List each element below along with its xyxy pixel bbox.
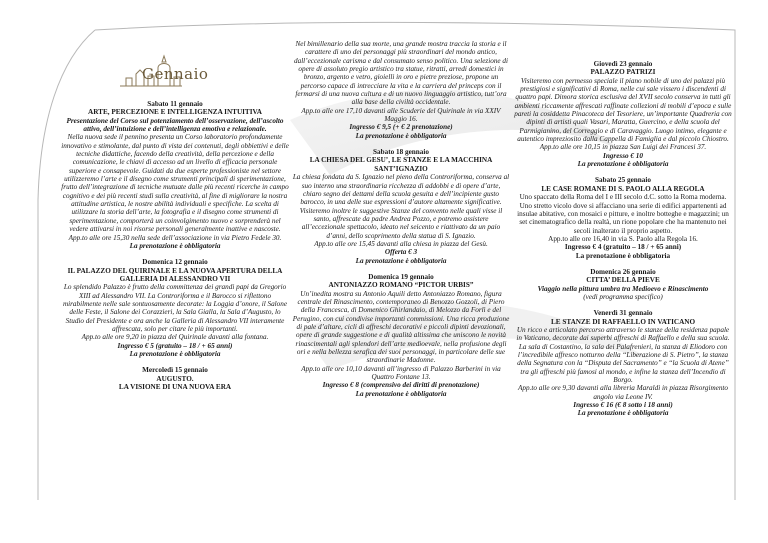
event-text: App.to alle ore 15,45 davanti alla chiesa in piazza del Gesù. xyxy=(314,239,488,248)
event-text: App.to alle ore 16,40 in via S. Paolo alla Regola 16. xyxy=(548,234,698,243)
event-text: La prenotazione è obbligatoria xyxy=(577,409,669,418)
column-center xyxy=(292,40,510,398)
event-text: Viaggio nella pittura umbra tra Medioevo e Rinascimento xyxy=(537,284,709,293)
event-heading: LE CASE ROMANE DI S. PAOLO ALLA REGOLA xyxy=(541,184,705,193)
event-text: La prenotazione è obbligatoria xyxy=(129,349,221,358)
event-heading: Mercoledì 15 gennaio xyxy=(142,366,208,375)
event-text: App.to alle ore 10,10 davanti all’ingresso di Palazzo Barberini in via Quattro Fontane 13. xyxy=(301,364,501,382)
column-right xyxy=(514,60,732,418)
event-text: Lo splendido Palazzo è frutto della committenza dei grandi papi da Gregorio XIII ad Alessandro VII. La Controriforma e il Barocco si riflettono mirabilmente nelle sale sontuosamente decorate: la Loggia d’onore, il Salone delle Feste, il Salone dei Corazzieri, la Sala Gialla, la Sala d’Augusto, lo Studio del Presidente e ora anche la Galleria di Alessandro VII interamente affrescata, solo per citare le più importanti. xyxy=(62,283,288,333)
event-text: Offerta € 3 xyxy=(384,248,418,257)
event-heading: Domenica 26 gennaio xyxy=(590,267,656,276)
event-text: Un’inedita mostra su Antonio Aquili detto Antoniazzo Romano, figura centrale del Rinascimento, contemporaneo di Benozzo Gozzoli, di Piero della Francesca, di Domenico Ghirlandaio, di Melozzo da Forlì e del Perugino, con cui condivise importanti commissioni. Una ricca produzione di pale d’altare, cicli di affreschi decorativi e piccoli dipinti devozionali, opere di grande suggestione e di qualità altissima che uniscono le novità rinascimentali agli splendori dell’arte medioevale, nella profusione degli ori e nella bellezza serafica dei suoi personaggi, in particolare delle sue straordinarie Madonne. xyxy=(292,289,510,365)
event-heading: ANTONIAZZO ROMANO “PICTOR URBIS” xyxy=(328,281,474,290)
event-heading: CITTA’ DELLA PIEVE xyxy=(586,276,660,285)
month-title: Gennaio xyxy=(142,65,209,83)
event-text: (vedi programma specifico) xyxy=(583,292,663,301)
event-text: Presentazione del Corso sul potenziamento dell’osservazione, dell’ascolto attivo, dell’intuizione e dell’intelligenza emotiva e relazionale. xyxy=(66,116,284,134)
event-heading: Domenica 19 gennaio xyxy=(368,272,434,281)
event-text: App.to alle ore 9,20 in piazza del Quirinale davanti alla fontana. xyxy=(81,333,269,342)
event-text: App.to alle ore 9,30 davanti alla libreria Maraldi in piazza Risorgimento angolo via Leone IV. xyxy=(517,384,729,401)
event-heading: Venerdì 31 gennaio xyxy=(593,309,653,318)
spacer xyxy=(292,140,510,148)
event-text: Ingresso € 9,5 (+ € 2 prenotazione) xyxy=(349,123,453,132)
event-heading: Sabato 25 gennaio xyxy=(595,176,651,185)
event-heading: AUGUSTO. xyxy=(156,374,194,383)
spacer xyxy=(60,358,290,366)
event-heading: LA VISIONE DI UNA NUOVA ERA xyxy=(118,383,232,391)
event-text: La prenotazione è obbligatoria xyxy=(577,160,669,169)
event-heading: Giovedì 23 gennaio xyxy=(593,60,653,68)
event-heading: IL PALAZZO DEL QUIRINALE E LA NUOVA APERTURA DELLA GALLERIA DI ALESSANDRO VII xyxy=(67,266,283,283)
event-text: Nel bimillenario della sua morte, una grande mostra traccia la storia e il carattere di uno dei personaggi più straordinari del mondo antico, dall’eccezionale carisma e dal consumato senso politico. Una selezione di opere di assoluto pregio artistico tra statue, ritratti, arredi domestici in bronzo, argento e vetro, gioielli in oro e pietre preziose, propone un percorso capace di intrecciare la vita e la carriera del princeps con il fermarsi di una nuova cultura e di un nuovo linguaggio artistico, tutt’ora alla base della civiltà occidentale. xyxy=(294,40,508,107)
event-text: La prenotazione è obbligatoria xyxy=(129,241,221,250)
event-heading: PALAZZO PATRIZI xyxy=(590,68,656,77)
event-heading: Sabato 18 gennaio xyxy=(373,148,429,157)
event-heading: La prenotazione è obbligatoria xyxy=(575,251,671,260)
spacer xyxy=(292,265,510,273)
event-text: Un ricco e articolato percorso attraverso le stanze della residenza papale in Vaticano, decorate dai superbi affreschi di Raffaello e della sua scuola. La sala di Costantino, la sala dei Palafrenieri, la stanza di Eliodoro con l’incredibile affresco notturno della “Liberazione di S. Pietro”, la stanza della Segnatura con la “Disputa del Sacramento” e “la Scuola di Atene” tra gli affreschi più famosi al mondo, e infine la stanza dell’Incendio di Borgo. xyxy=(516,325,730,385)
event-heading: Domenica 12 gennaio xyxy=(142,258,208,267)
event-text: Ingresso € 10 xyxy=(603,151,643,160)
spacer xyxy=(514,301,732,309)
event-text: Ingresso € 5 (gratuito – 18 / + 65 anni) xyxy=(117,341,233,350)
event-text: La prenotazione è obbligatoria xyxy=(355,256,447,265)
spacer xyxy=(60,250,290,258)
event-heading: LE STANZE DI RAFFAELLO IN VATICANO xyxy=(550,317,696,326)
event-heading: LA CHIESA DEL GESU’, LE STANZE E LA MACCHINA SANT’IGNAZIO xyxy=(309,156,493,173)
column-left xyxy=(60,100,290,391)
event-text: La chiesa fondata da S. Ignazio nel pieno della Controriforma, conserva al suo interno una straordinaria ricchezza di addobbi e di opere d’arte, chiaro segno dei dettami della scuola gesuita e dell’incipiente gusto barocco, in una delle sue espressioni d’autore altamente significative. Visiteremo inoltre le suggestive Stanze del convento nelle quali visse il santo, affrescate da padre Andrea Pozzo, e potremo assistere all’eccezionale spettacolo, ideato nel seicento e riattivato da un paio d’anni, dello scoprimento della statua di S. Ignazio. xyxy=(292,173,510,240)
event-text: App.to alle ore 10,15 in piazza San Luigi dei Francesi 37. xyxy=(539,143,707,152)
event-text: Uno spaccato della Roma del I e III secolo d.C. sotto la Roma moderna. Uno stretto vicolo dove si affacciano una serie di edifici appartenenti ad insulae abitative, con mosaici e pitture, e inoltre botteghe e magazzini; un set cinematografico della realtà, un rione popolare che ha mantenuto nei secoli inalterato il proprio aspetto. xyxy=(517,193,729,235)
event-text: Visiteremo con permesso speciale il piano nobile di uno dei palazzi più prestigiosi e significativi di Roma, nelle cui sale vissero i discendenti di quattro papi. Dimora storica esclusiva del XVII secolo conserva in tutti gli ambienti riccamente affrescati raffinate collezioni di mobili d’epoca e sulle pareti la cosiddetta Pinacoteca del Tesoriere, un’importante Quadreria con dipinti di artisti quali Vasari, Maratta, Guercino, e della scuola del Parmigianino, del Correggio e di Caravaggio. Luogo intimo, elegante e autentico impreziosito dalla Cappella di Famiglia e dal piccolo Chiostro. xyxy=(514,76,732,144)
spacer xyxy=(514,260,732,268)
event-text: Ingresso € 16 (€ 8 sotto i 18 anni) xyxy=(573,401,673,410)
event-text: Ingresso € 8 (comprensivo dei diritti di prenotazione) xyxy=(322,381,480,390)
spacer xyxy=(514,168,732,176)
event-heading: Ingresso € 4 (gratuito – 18 / + 65 anni) xyxy=(564,243,682,252)
event-text: La prenotazione è obbligatoria xyxy=(355,131,447,140)
event-text: App.to alle ore 15,30 nella sede dell’associazione in via Pietro Fedele 30. xyxy=(68,233,282,242)
event-text: App.to alle ore 17,10 davanti alle Scuderie del Quirinale in via XXIV Maggio 16. xyxy=(301,106,501,124)
event-heading: Sabato 11 gennaio xyxy=(147,100,203,108)
event-text: Nella nuova sede il pennino presenta un Corso laboratorio profondamente innovativo e stimolante, dal punto di vista dei contenuti, degli obbiettivi e delle tecniche didattiche, facendo della creatività, della percezione e della comunicazione, le chiavi di accesso ad un livello di efficacia personale superiore e consapevole. Guidati da due esperte professioniste nel settore utilizzeremo l’arte e il disegno come strumenti principali di sperimentazione, frutto dell’integrazione di tecniche mutuate dalle più recenti ricerche in campo cognitivo e dei più recenti studi sulla creatività, al fine di migliorare la nostra attitudine artistica, le nostre abilità individuali e specifiche. La scelta di utilizzare la storia dell’arte, la fotografia e il disegno come strumenti di sperimentazione, comporterà un coinvolgimento nuovo e sorprenderà nel vedere attivarsi in noi risorse personali generalmente inattive e nascoste. xyxy=(61,133,289,234)
event-text: La prenotazione è obbligatoria xyxy=(355,389,447,398)
event-heading: ARTE, PERCEZIONE E INTELLIGENZA INTUITIVA xyxy=(88,108,262,117)
